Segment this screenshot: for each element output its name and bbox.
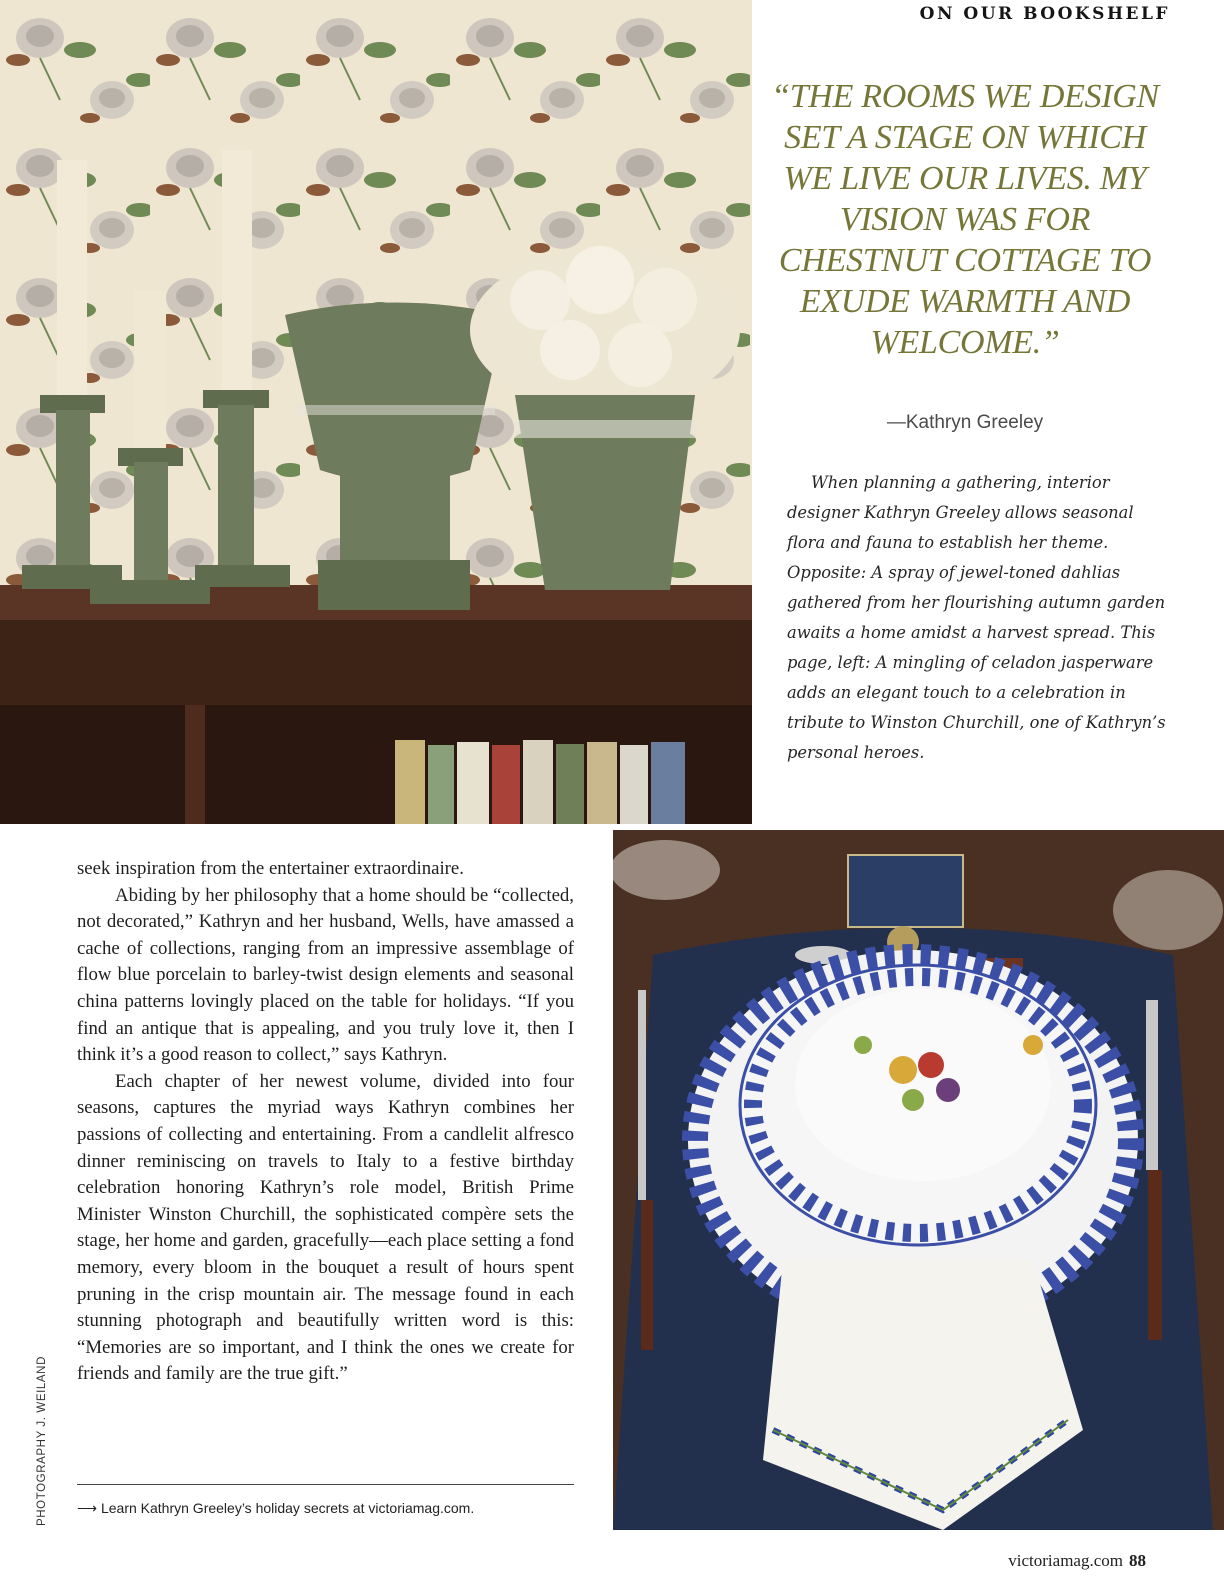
- page-footer: [1008, 1551, 1146, 1571]
- pull-quote: “THE ROOMS WE DESIGN SET A STAGE ON WHICH WE LIVE OUR LIVES. MY VISION WAS FOR CHESTNUT COTTAGE TO EXUDE WARMTH AND WELCOME.”: [771, 78, 1159, 361]
- caption-text: When planning a gathering, interior designer Kathryn Greeley allows seasonal flora and fauna to establish her theme. Opposite: A spray of jewel-toned dahlias gathered from her flourishing autumn garden awaits a home amidst a harvest spread. This page, left: A mingling of celadon jasperware adds an elegant touch to a celebration in tribute to Winston Churchill, one of Kathryn’s personal heroes.: [787, 473, 1166, 762]
- quote-attribution: —Kathryn Greeley: [886, 412, 1044, 433]
- body-paragraph: Each chapter of her newest volume, divided into four seasons, captures the myriad ways Kathryn combines her passions of collecting and entertaining. From a candlelit alfresco dinner reminiscing on travels to Italy to a festive birthday celebration honoring Kathryn’s role model, British Prime Minister Winston Churchill, the sophisticated compère sets the stage, her home and garden, gracefully—each place setting a fond memory, every bloom in the bouquet a result of hours spent pruning in the crisp mountain air. The message found in each stunning photograph and beautifully written word is this: “Memories are so important, and I think the ones we create for friends and family are the true gift.”: [77, 1070, 574, 1385]
- footer-link-text: Learn Kathryn Greeley’s holiday secrets at victoriamag.com.: [100, 1500, 475, 1516]
- body-paragraph: Abiding by her philosophy that a home should be “collected, not decorated,” Kathryn and her husband, Wells, have amassed a cache of collections, ranging from an impressive assemblage of flow blue porcelain to barley-twist design elements and seasonal china patterns lovingly placed on the table for holidays. “If you find an antique that is appealing, and you truly love it, then I think it’s a good reason to collect,” says Kathryn.: [77, 884, 574, 1066]
- footer-link[interactable]: [77, 1500, 577, 1517]
- site-name: victoriamag.com: [1008, 1551, 1123, 1570]
- arrow-icon: ⟶: [77, 1500, 101, 1516]
- footer-divider: [77, 1484, 574, 1485]
- photo-caption: [787, 468, 1172, 768]
- photo-credit: PHOTOGRAPHY J. WEILAND: [36, 1356, 48, 1526]
- jasperware-photo: [0, 0, 752, 824]
- page-number: 88: [1129, 1551, 1146, 1570]
- place-setting-photo: [613, 830, 1224, 1530]
- article-body: [77, 856, 574, 1388]
- body-paragraph: seek inspiration from the entertainer extraordinaire.: [77, 858, 464, 879]
- section-label: ON OUR BOOKSHELF: [919, 4, 1170, 24]
